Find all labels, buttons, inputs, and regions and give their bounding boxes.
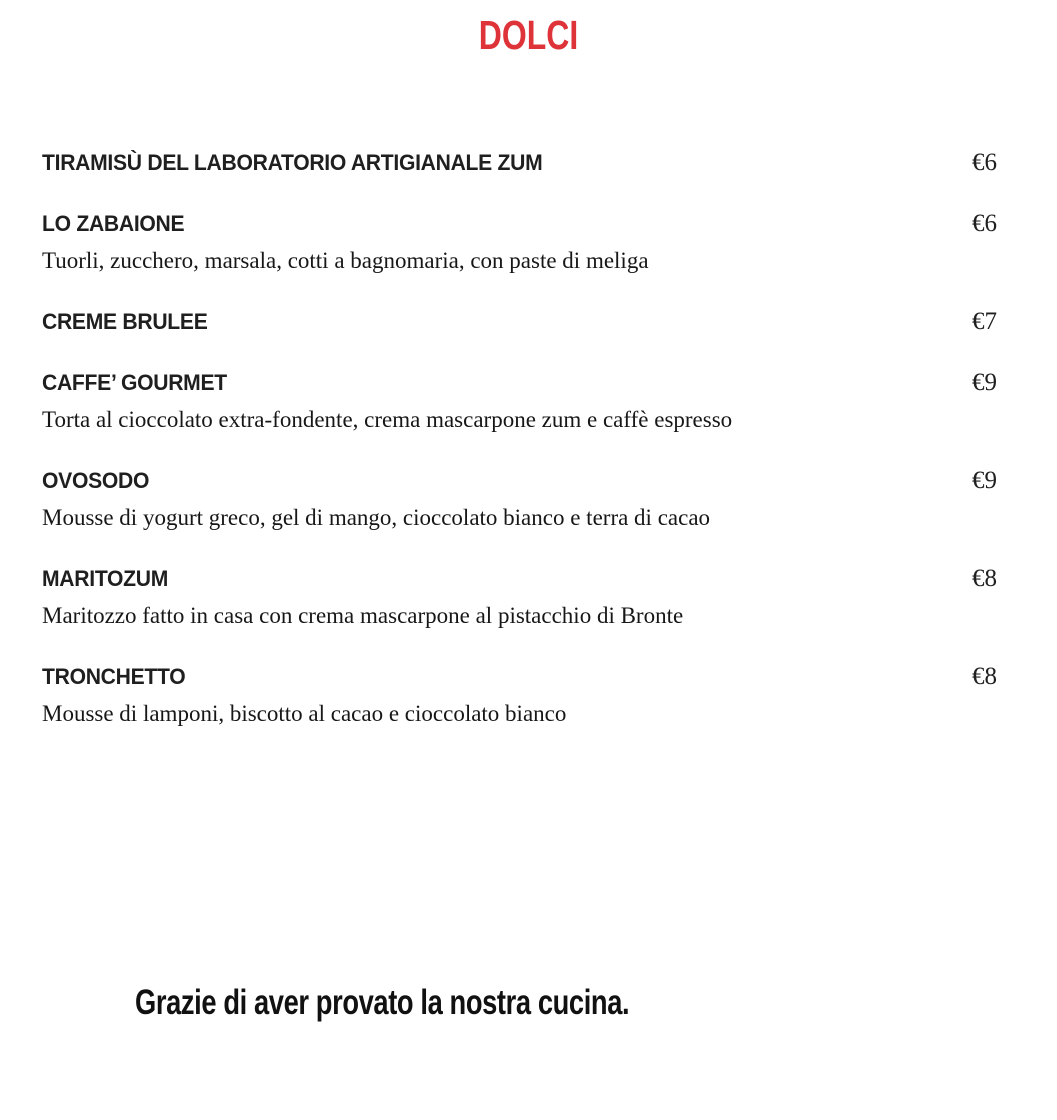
item-description: Torta al cioccolato extra-fondente, crema mascarpone zum e caffè espresso bbox=[42, 407, 733, 433]
item-description: Mousse di lamponi, biscotto al cacao e cioccolato bianco bbox=[42, 701, 567, 727]
menu-item bbox=[42, 663, 997, 728]
item-row bbox=[42, 663, 997, 691]
item-description: Mousse di yogurt greco, gel di mango, cioccolato bianco e terra di cacao bbox=[42, 505, 711, 531]
footer-thank-you-note: Grazie di aver provato la nostra cucina. bbox=[135, 983, 630, 1022]
item-row bbox=[42, 210, 997, 238]
item-row bbox=[42, 149, 997, 177]
item-name: OVOSODO bbox=[42, 468, 150, 494]
item-name: TIRAMISÙ DEL LABORATORIO ARTIGIANALE ZUM bbox=[42, 150, 543, 176]
item-description: Tuorli, zucchero, marsala, cotti a bagnomaria, con paste di meliga bbox=[42, 248, 649, 274]
item-description: Maritozzo fatto in casa con crema mascarpone al pistacchio di Bronte bbox=[42, 603, 684, 629]
menu-item bbox=[42, 565, 997, 630]
item-name: CREME BRULEE bbox=[42, 309, 208, 335]
item-price: €8 bbox=[972, 565, 997, 593]
menu-item bbox=[42, 149, 997, 177]
item-row bbox=[42, 467, 997, 495]
menu-item bbox=[42, 467, 997, 532]
item-price: €9 bbox=[972, 369, 997, 397]
item-row bbox=[42, 308, 997, 336]
item-name: CAFFE’ GOURMET bbox=[42, 370, 227, 396]
item-name: MARITOZUM bbox=[42, 566, 169, 592]
item-price: €8 bbox=[972, 663, 997, 691]
page-title: DOLCI bbox=[478, 12, 579, 58]
item-price: €6 bbox=[972, 210, 997, 238]
item-price: €7 bbox=[972, 308, 997, 336]
item-name: TRONCHETTO bbox=[42, 664, 186, 690]
menu-item bbox=[42, 369, 997, 434]
menu-item bbox=[42, 210, 997, 275]
item-price: €6 bbox=[972, 149, 997, 177]
item-price: €9 bbox=[972, 467, 997, 495]
menu-item bbox=[42, 308, 997, 336]
item-row bbox=[42, 369, 997, 397]
menu-list bbox=[0, 149, 1057, 728]
item-name: LO ZABAIONE bbox=[42, 211, 185, 237]
item-row bbox=[42, 565, 997, 593]
